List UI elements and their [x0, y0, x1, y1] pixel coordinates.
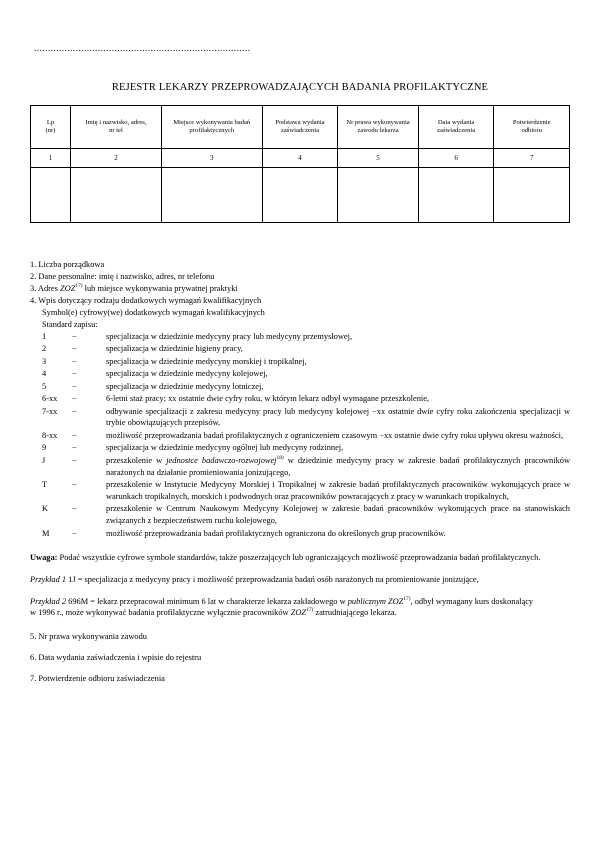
legend-section: [30, 259, 570, 540]
standard-item: [30, 406, 570, 430]
legend-item-3: [30, 283, 570, 295]
standard-key: 2: [42, 344, 47, 354]
standard-text: przeszkolenie w Instytucie Medycyny Morskiej i Tropikalnej w zakresie badań profilaktycznych pracowników wykonujących prace w warunkach tropikalnych, morskich i podwodnych oraz pracowników powracających z pracy w warunkach tropikalnych,: [106, 480, 570, 502]
note-text: Podać wszystkie cyfrowe symbole standardów, także poszerzających lub ograniczających możliwość przeprowadzania badań profilaktycznych.: [57, 552, 541, 562]
table-body: [31, 149, 570, 223]
table-header-cell-date: [418, 106, 494, 149]
tail-item-6: 6. Data wydania zaświadczenia i wpisie do rejestru: [30, 652, 202, 662]
footnote-marker: 17): [75, 283, 83, 290]
standard-key: K: [42, 504, 49, 514]
example-1: [30, 574, 570, 586]
footnote-marker: 17): [403, 595, 411, 602]
tail-item-5: 5. Nr prawa wykonywania zawodu: [30, 632, 147, 642]
standard-text: specjalizacja w dziedzinie medycyny lotniczej,: [106, 381, 264, 391]
legend-item-2: 2. Dane personalne: imię i nazwisko, adres, nr telefonu: [30, 271, 215, 281]
standard-item: [30, 356, 570, 368]
standard-dash: −: [72, 430, 77, 440]
header-line: Potwierdzenie: [512, 118, 551, 126]
table-number-cell: 3: [161, 149, 262, 168]
table-header-cell-name: [71, 106, 162, 149]
legend-symbol-line: Symbol(e) cyfrowy(we) dodatkowych wymagań kwalifikacyjnych: [42, 307, 265, 317]
tail-section: [30, 631, 570, 684]
standard-text: przeszkolenie w jednostce badawczo-rozwojowej$^{18)}$ w dziedzinie medycyny pracy w zakresie badań profilaktycznych pracowników narażonych na działanie promieniowania jonizującego,: [106, 454, 570, 477]
header-line: nr tel: [109, 127, 123, 134]
note-paragraph: [30, 552, 570, 564]
table-number-cell: 6: [418, 149, 494, 168]
standard-item: [30, 331, 570, 343]
standard-key: J: [42, 455, 46, 465]
standard-dash: −: [72, 480, 77, 490]
table-number-cell: 2: [71, 149, 162, 168]
example-italic-1: publicznym ZOZ: [347, 596, 404, 606]
header-line: odbioru: [521, 127, 542, 134]
table-header-cell-receipt: [494, 106, 570, 149]
header-line: zaświadczenia: [437, 127, 476, 134]
table-header-cell-license: [338, 106, 419, 149]
table-row[interactable]: [31, 168, 570, 223]
tail-item-7: 7. Potwierdzenie odbioru zaświadczenia: [30, 673, 165, 683]
standard-dash: −: [72, 455, 77, 465]
example-text-a: 696M = lekarz przepracował minimum 6 lat w charakterze lekarza zakładowego w: [66, 596, 348, 606]
table-number-row: [31, 149, 570, 168]
table-number-cell: 5: [338, 149, 419, 168]
standard-dash: −: [72, 528, 77, 538]
table-cell[interactable]: [262, 168, 338, 223]
standard-item: [30, 479, 570, 503]
standard-key: 1: [42, 332, 47, 342]
example-text: 1J = specjalizacja z medycyny pracy i możliwość przeprowadzania badań osób narażonych na promieniowanie jonizujące,: [66, 574, 479, 584]
header-line: Miejsce wykonywania badań: [173, 118, 251, 126]
standard-dash: −: [72, 394, 77, 404]
standard-key: M: [42, 528, 50, 538]
table-cell[interactable]: [31, 168, 71, 223]
example-2: [30, 596, 570, 620]
table-cell[interactable]: [161, 168, 262, 223]
standard-item: [30, 528, 570, 540]
standard-dash: −: [72, 381, 77, 391]
standard-dash: −: [72, 344, 77, 354]
example-text-d: zatrudniającego lekarza.: [313, 608, 397, 618]
header-line: Nr prawa wykonywania: [346, 118, 410, 126]
standard-text: specjalizacja w dziedzinie medycyny ogólnej lub medycyny rodzinnej,: [106, 443, 344, 453]
standard-text: możliwość przeprowadzania badań profilaktycznych z ograniczeniem czasowym −xx ostatnie dwie cyfry roku upływu okresu ważności,: [106, 430, 564, 440]
table-header-row: [31, 106, 570, 149]
standard-text: specjalizacja w dziedzinie medycyny morskiej i tropikalnej,: [106, 356, 307, 366]
header-dotted-line: ..............................................................................: [34, 44, 251, 54]
standard-dash: −: [72, 406, 77, 416]
standard-item: [30, 343, 570, 355]
table-cell[interactable]: [418, 168, 494, 223]
example-label: Przykład 2: [30, 596, 67, 606]
standard-item: [30, 393, 570, 405]
standard-item: [30, 368, 570, 380]
legend-standard-line: Standard zapisu:: [42, 319, 98, 329]
legend-item-3-italic: ZOZ: [60, 283, 76, 293]
table-header-cell-basis: [262, 106, 338, 149]
standard-text: specjalizacja w dziedzinie higieny pracy,: [106, 344, 243, 354]
note-label: Uwaga:: [30, 552, 58, 562]
standard-text: specjalizacja w dziedzinie medycyny kolejowej,: [106, 369, 268, 379]
standard-dash: −: [72, 369, 77, 379]
standard-key: 4: [42, 369, 47, 379]
standard-text: przeszkolenie w Centrum Naukowym Medycyny Kolejowej w zakresie badań pracowników wykonujących prace na stanowiskach związanych z bezpieczeństwem ruchu kolejowego,: [106, 504, 570, 526]
standard-dash: −: [72, 332, 77, 342]
standard-dash: −: [72, 356, 77, 366]
standard-key: 8-xx: [42, 430, 58, 440]
standard-text: odbywanie specjalizacji z zakresu medycyny pracy lub medycyny kolejowej −xx ostatnie dwie cyfry roku zakończenia specjalizacji w trybie obowiązujących przepisów,: [106, 406, 570, 428]
table-header-cell-lp: [31, 106, 71, 149]
standard-text: możliwość przeprowadzania badań profilaktycznych ograniczona do określonych grup pracowników.: [106, 528, 446, 538]
standard-text: specjalizacja w dziedzinie medycyny pracy lub medycyny przemysłowej,: [106, 332, 353, 342]
standard-item: [30, 430, 570, 442]
header-line: Data wydania: [437, 118, 475, 126]
standard-dash: −: [72, 443, 77, 453]
legend-item-1: 1. Liczba porządkowa: [30, 260, 105, 269]
table-number-cell: 1: [31, 149, 71, 168]
table-cell[interactable]: [494, 168, 570, 223]
header-line: (nr): [45, 127, 56, 134]
table-header-cell-place: [161, 106, 262, 149]
standard-item: [30, 442, 570, 454]
table-number-cell: 4: [262, 149, 338, 168]
legend-item-3-suffix: lub miejsce wykonywania prywatnej praktyki: [82, 283, 238, 293]
legend-item-3-prefix: 3. Adres: [30, 283, 61, 293]
table-cell[interactable]: [71, 168, 162, 223]
table-number-cell: 7: [494, 149, 570, 168]
legend-item-4: 4. Wpis dotyczący rodzaju dodatkowych wymagań kwalifikacyjnych: [30, 295, 262, 305]
standard-dash: −: [72, 504, 77, 514]
example-text-b: , odbył wymagany kurs doskonalący: [410, 596, 534, 606]
standard-key: 5: [42, 381, 47, 391]
standard-key: 3: [42, 356, 47, 366]
standard-item: [30, 503, 570, 527]
register-table: [30, 105, 570, 223]
standard-item-j: [30, 455, 570, 479]
standard-text: 6-letni staż pracy; xx ostatnie dwie cyfry roku, w którym lekarz odbył wymagane przeszkolenie,: [106, 394, 430, 404]
standard-key: 6-xx: [42, 394, 58, 404]
example-italic-2: ZOZ: [290, 608, 307, 618]
footnote-marker: 18): [276, 454, 284, 461]
table-head: [31, 106, 570, 149]
header-line: Podstawa wydania: [275, 118, 325, 126]
header-line: Lp: [46, 118, 55, 126]
page-title: REJESTR LEKARZY PRZEPROWADZAJĄCYCH BADANIA PROFILAKTYCZNE: [111, 82, 489, 93]
standard-italic-part: jednostce badawczo-rozwojowej: [166, 455, 277, 465]
table-cell[interactable]: [338, 168, 419, 223]
footnote-marker: 17): [306, 607, 314, 614]
standard-key: 9: [42, 443, 47, 453]
example-text-c: w 1996 r., może wykonywać badania profilaktyczne wyłącznie pracowników: [30, 608, 291, 618]
standard-key: T: [42, 480, 48, 490]
example-label: Przykład 1: [30, 574, 67, 584]
standard-key: 7-xx: [42, 406, 58, 416]
standard-item: [30, 381, 570, 393]
header-line: zaświadczenia: [280, 127, 320, 134]
header-line: zawodu lekarza: [357, 127, 399, 134]
header-line: profilaktycznych: [189, 127, 235, 134]
header-line: Imię i nazwisko, adres,: [85, 118, 147, 126]
